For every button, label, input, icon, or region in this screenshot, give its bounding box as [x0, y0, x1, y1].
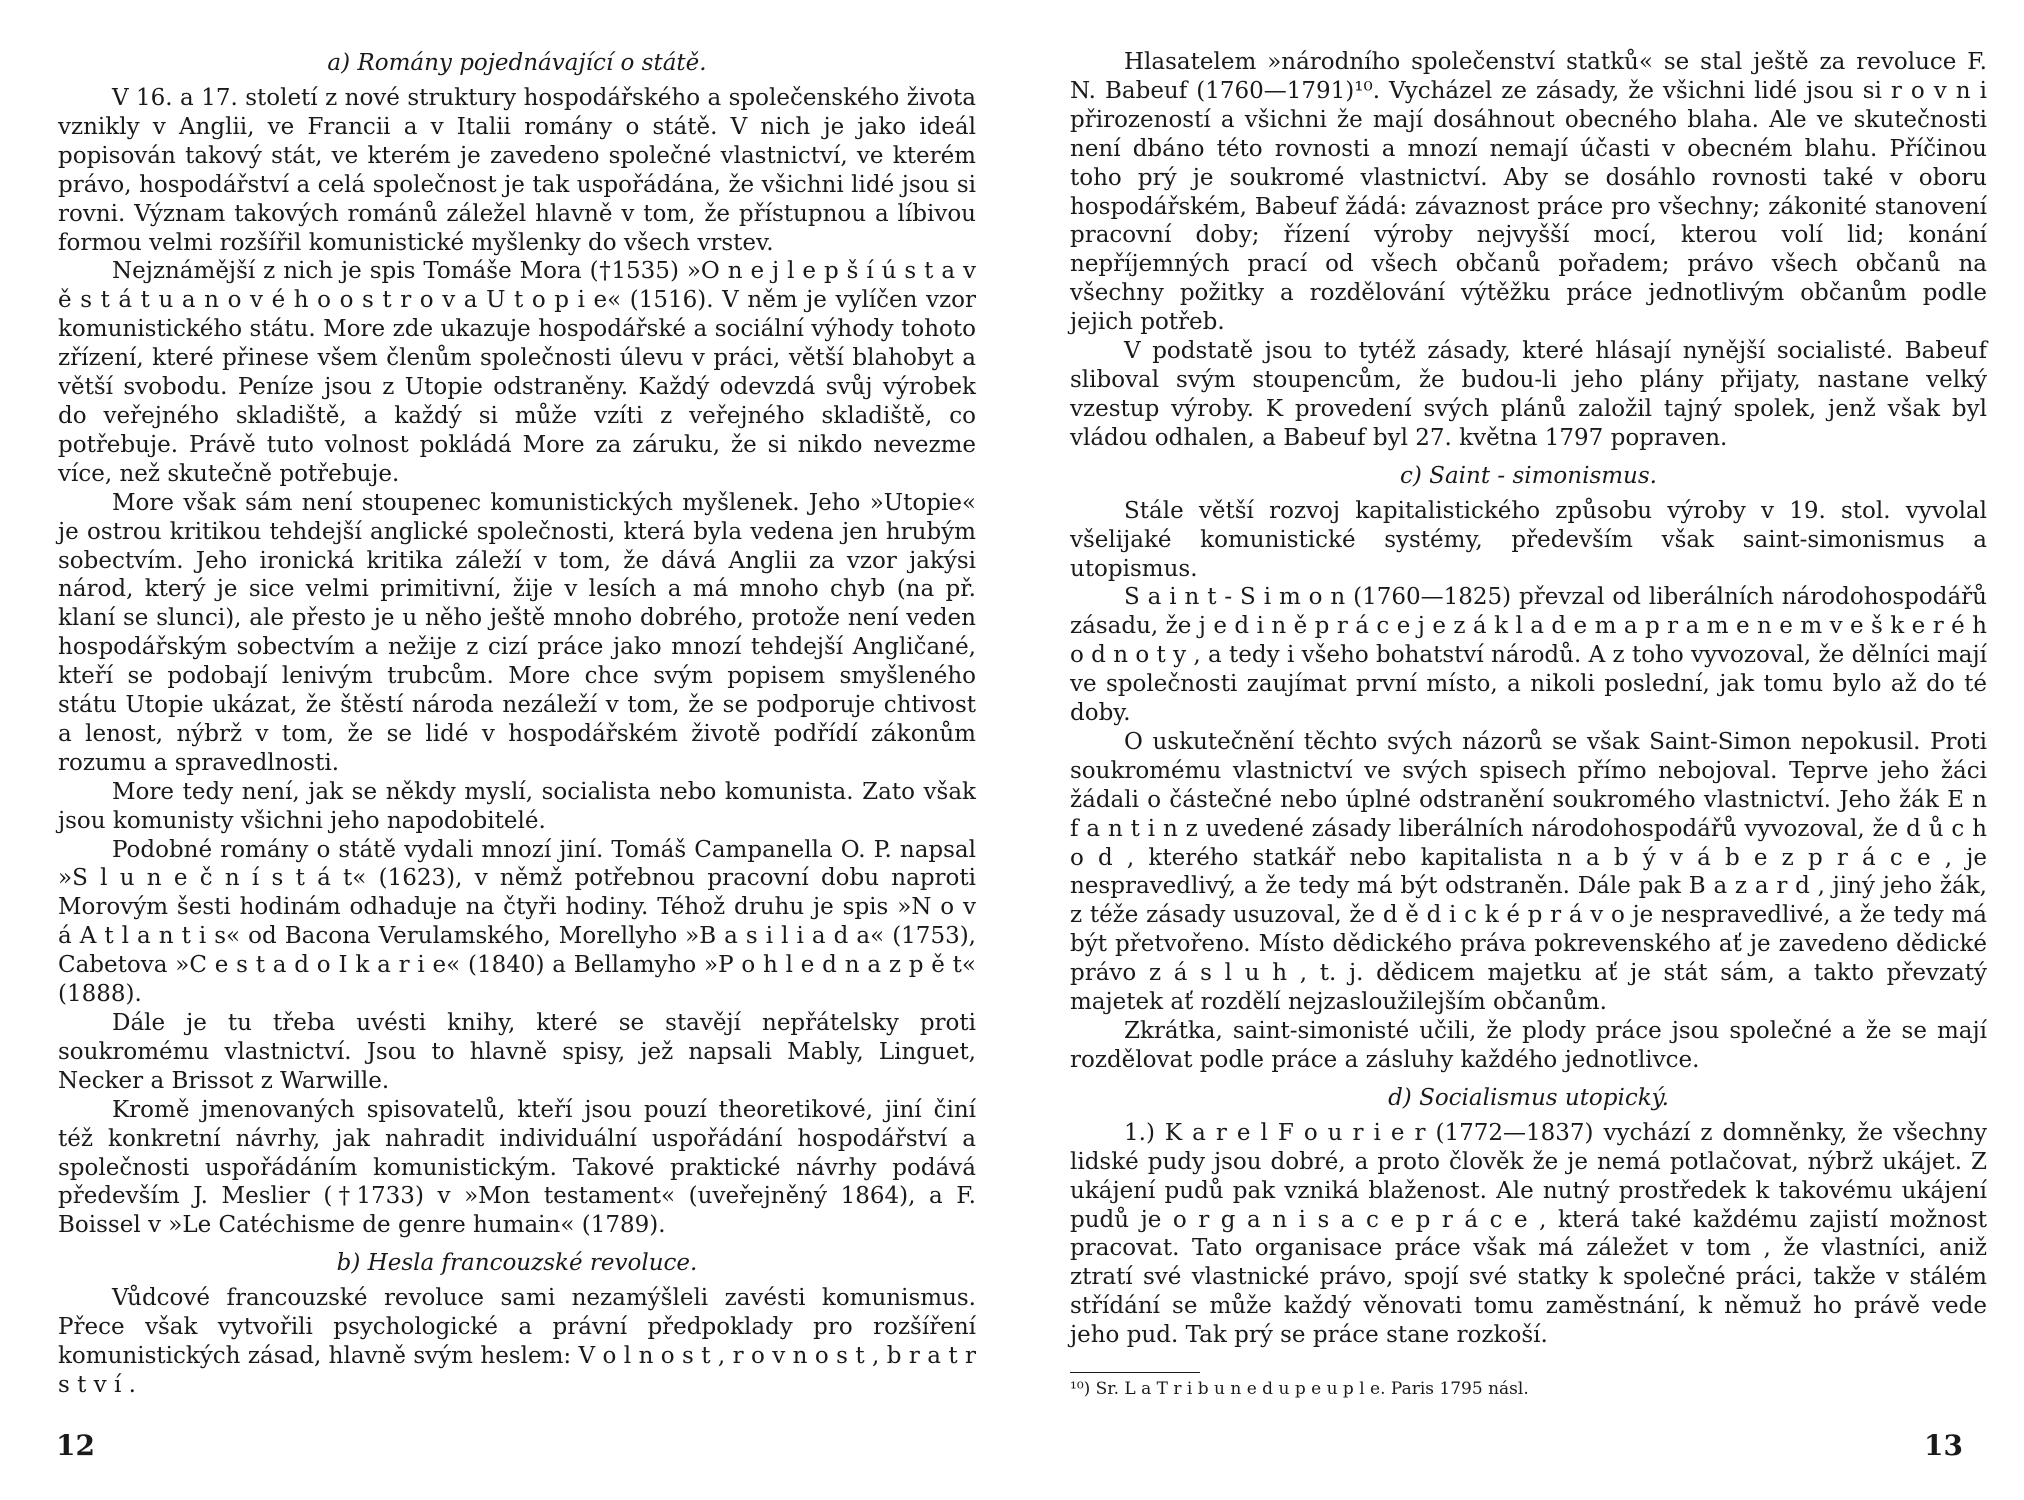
left-page-text-column — [58, 48, 976, 1400]
paragraph: V podstatě jsou to tytéž zásady, které hlásají nynější socialisté. Babeuf sliboval svým stoupencům, že budou-li jeho plány přijaty, nastane velký vzestup výroby. K provedení svých plánů založil tajný spolek, jenž však byl vládou odhalen, a Babeuf byl 27. května 1797 popraven. — [1070, 338, 1987, 451]
page-number: 12 — [56, 1429, 95, 1462]
paragraph: Dále je tu třeba uvésti knihy, které se stavějí nepřátelsky proti soukromému vlastnictví. Jsou to hlavně spisy, jež napsali Mably, Linguet, Necker a Brissot z Warwille. — [58, 1010, 976, 1094]
right-page — [1012, 0, 2024, 1500]
paragraph: Nejznámější z nich je spis Tomáše Mora (†1535) »O n e j l e p š í ú s t a v ě s t á t u a n o v é h o o s t r o v a U t o p i e« (1516). V něm je vylíčen vzor komunistického státu. More zde ukazuje hospodářské a sociální výhody tohoto zřízení, které přinese všem členům společnosti úlevu v práci, větší blahobyt a větší svobodu. Peníze jsou z Utopie odstraněny. Každý odevzdá svůj výrobek do veřejného skladiště, a každý si může vzíti z veřejného skladiště, co potřebuje. Právě tuto volnost pokládá More za záruku, že si nikdo nevezme více, než skutečně potřebuje. — [58, 258, 976, 487]
paragraph: Kromě jmenovaných spisovatelů, kteří jsou pouzí theoretikové, jiní činí též konkretní návrhy, jak nahradit individuální uspořádání hospodářství a společnosti uspořádáním komunistickým. Takové praktické návrhy podává především J. Meslier (†1733) v »Mon testament« (uveřejněný 1864), a F. Boissel v »Le Catéchisme de genre humain« (1789). — [58, 1096, 976, 1239]
paragraph: More tedy není, jak se někdy myslí, socialista nebo komunista. Zato však jsou komunisty všichni jeho napodobitelé. — [58, 778, 976, 834]
right-page-text-column — [1070, 48, 1987, 1401]
paragraph: Podobné romány o státě vydali mnozí jiní. Tomáš Campanella O. P. napsal »S l u n e č n í s t á t« (1623), v němž potřebnou pracovní dobu naproti Morovým šesti hodinám odhaduje na čtyři hodiny. Téhož druhu je spis »N o v á A t l a n t i s« od Bacona Verulamského, Morellyho »B a s i l i a d a« (1753), Cabetova »C e s t a d o I k a r i e« (1840) a Bellamyho »P o h l e d n a z p ě t« (1888). — [58, 836, 976, 1008]
paragraph: More však sám není stoupenec komunistických myšlenek. Jeho »Utopie« je ostrou kritikou tehdejší anglické společnosti, která byla vedena jen hrubým sobectvím. Jeho ironická kritika záleží v tom, že dává Anglii za vzor jakýsi národ, který je sice velmi primitivní, žije v lesích a má mnoho chyb (na př. klaní se slunci), ale přesto je u něho ještě mnoho dobrého, protože není veden hospodářským sobectvím a nežije z cizí práce jako mnozí tehdejší Angličané, kteří se podobají lenivým trubcům. More chce svým popisem smyšleného státu Utopie ukázat, že štěstí národa nezáleží v tom, že se podporuje chtivost a lenost, nýbrž v tom, že se lidé v hospodářském životě podřídí zákonům rozumu a spravedlnosti. — [58, 489, 976, 776]
paragraph: Zkrátka, saint-simonisté učili, že plody práce jsou společné a že se mají rozdělovat podle práce a zásluhy každého jednotlivce. — [1070, 1018, 1987, 1073]
paragraph: O uskutečnění těchto svých názorů se však Saint-Simon nepokusil. Proti soukromému vlastnictví ve svých spisech přímo nebojoval. Teprve jeho žáci žádali o částečné nebo úplné odstranění soukromého vlastnictví. Jeho žák E n f a n t i n z uvedené zásady liberálních národohospodářů vyvozoval, že d ů c h o d , kterého statkář nebo kapitalista n a b ý v á b e z p r á c e , je nespravedlivý, a že tedy má být odstraněn. Dále pak B a z a r d , jiný jeho žák, z téže zásady usuzoval, že d ě d i c k é p r á v o je nespravedlivé, a že tedy má být přetvořeno. Místo dědického práva pokrevenského ať je zavedeno dědické právo z á s l u h , t. j. dědicem majetku ať je stát sám, a takto převzatý majetek ať rozdělí nejzasloužilejším občanům. — [1070, 728, 1987, 1016]
section-heading-b: b) Hesla francouzské revoluce. — [336, 1250, 698, 1277]
footnote-divider — [1070, 1372, 1200, 1373]
section-heading-a: a) Romány pojednávající o státě. — [327, 50, 707, 76]
page-number: 13 — [1924, 1429, 1963, 1462]
paragraph: 1.) K a r e l F o u r i e r (1772—1837) vychází z domněnky, že všechny lidské pudy jsou dobré, a proto člověk že je nemá potlačovat, nýbrž ukájet. Z ukájení pudů pak vzniká blaženost. Ale nutný prostředek k takovému ukájení pudů je o r g a n i s a c e p r á c e , která také každému zajistí možnost pracovat. Tato organisace práce však má záležet v tom , že vlastníci, aniž ztratí své vlastnické právo, spojí své statky k společné práci, takže v stálém střídání se může každý věnovati tomu zaměstnání, k němuž ho právě vede jeho pud. Tak prý se práce stane rozkoší. — [1070, 1119, 1987, 1349]
paragraph: Vůdcové francouzské revoluce sami nezamýšleli zavésti komunismus. Přece však vytvořili psychologické a právní předpoklady pro rozšíření komunistických zásad, hlavně svým heslem: V o l n o s t , r o v n o s t , b r a t r s t v í . — [58, 1285, 976, 1398]
footnote: ¹⁰) Sr. L a T r i b u n e d u p e u p l e. Paris 1795 násl. — [1070, 1379, 1529, 1400]
paragraph: Stále větší rozvoj kapitalistického způsobu výroby v 19. stol. vyvolal všelijaké komunistické systémy, především však saint-simonismus a utopismus. — [1070, 497, 1987, 582]
section-heading-c: c) Saint - simonismus. — [1400, 462, 1657, 489]
section-heading-d: d) Socialismus utopický. — [1388, 1084, 1669, 1111]
paragraph: Hlasatelem »národního společenství statků« se stal ještě za revoluce F. N. Babeuf (1760—1791)¹⁰. Vycházel ze zásady, že všichni lidé jsou si r o v n i přirozeností a všichni že mají dosáhnout obecného blaha. Ale ve skutečnosti není dbáno této rovnosti a mnozí nemají účasti v obecném blahu. Příčinou toho prý je soukromé vlastnictví. Aby se dosáhlo rovnosti také v oboru hospodářském, Babeuf žádá: závaznost práce pro všechny; zákonité stanovení pracovní doby; řízení výroby nejvyšší mocí, kterou volí lid; konání nepříjemných prací od všech občanů pořadem; právo všech občanů na všechny požitky a rozdělování výtěžku práce jednotlivým občanům podle jejich potřeb. — [1070, 49, 1987, 336]
paragraph: S a i n t - S i m o n (1760—1825) převzal od liberálních národohospodářů zásadu, že j e d i n ě p r á c e j e z á k l a d e m a p r a m e n e m v e š k e r é h o d n o t y , a tedy i všeho bohatství národů. A z toho vyvozoval, že dělníci mají ve společnosti zaujímat první místo, a nikoli poslední, jak tomu bylo až do té doby. — [1070, 584, 1987, 727]
paragraph: V 16. a 17. století z nové struktury hospodářského a společenského života vznikly v Anglii, ve Francii a v Italii romány o státě. V nich je jako ideál popisován takový stát, ve kterém je zavedeno společné vlastnictví, ve kterém právo, hospodářství a celá společnost je tak uspořádána, že všichni lidé jsou si rovni. Význam takových románů záležel hlavně v tom, že přístupnou a líbivou formou velmi rozšířil komunistické myšlenky do všech vrstev. — [58, 85, 976, 256]
